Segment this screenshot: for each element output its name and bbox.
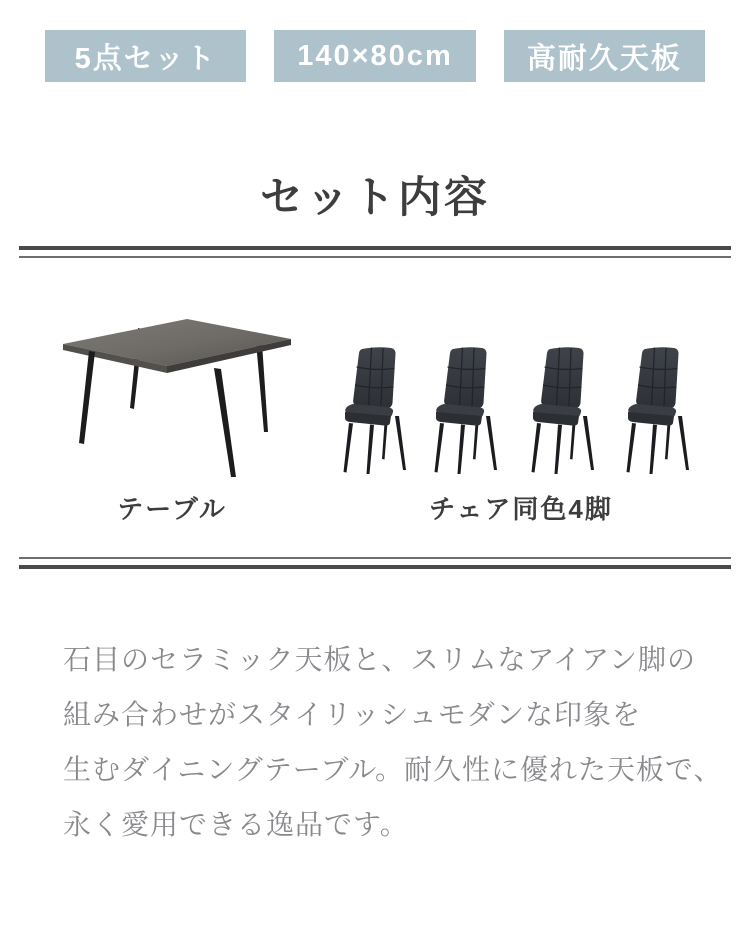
description-line: 石目のセラミック天板と、スリムなアイアン脚の	[63, 644, 696, 675]
table-front-right-leg	[214, 368, 236, 477]
badge-durability-label: 高耐久天板	[526, 42, 682, 75]
description-line: 組み合わせがスタイリッシュモダンな印象を	[63, 699, 642, 730]
table-image	[52, 312, 292, 480]
table-label: テーブル	[117, 494, 227, 524]
product-description	[63, 632, 723, 852]
chair-image-4	[627, 347, 690, 474]
divider-line-thick	[19, 565, 731, 569]
chair-image-3	[532, 347, 595, 474]
section-title: セット内容	[260, 174, 490, 222]
divider-line-thick	[19, 246, 731, 250]
badge-set-count	[45, 30, 246, 82]
badge-set-count-label: 5点セット	[74, 42, 217, 75]
chairs-label: チェア同色4脚	[429, 494, 613, 524]
chairs-image	[338, 345, 704, 477]
chair-image-2	[435, 347, 498, 474]
table-top-surface	[63, 319, 291, 366]
badge-size	[274, 30, 475, 82]
feature-badges	[45, 30, 705, 82]
table-front-left-leg	[79, 351, 95, 444]
divider-top	[19, 246, 731, 258]
badge-durability	[504, 30, 705, 82]
divider-line-thin	[19, 256, 731, 258]
description-line: 生むダイニングテーブル。耐久性に優れた天板で、	[63, 754, 723, 785]
chair-image-1	[344, 347, 407, 474]
badge-size-label: 140×80cm	[297, 39, 453, 72]
divider-bottom	[19, 557, 731, 569]
table-rear-right-leg	[256, 342, 268, 432]
divider-line-thin	[19, 557, 731, 559]
description-line: 永く愛用できる逸品です。	[63, 809, 409, 840]
